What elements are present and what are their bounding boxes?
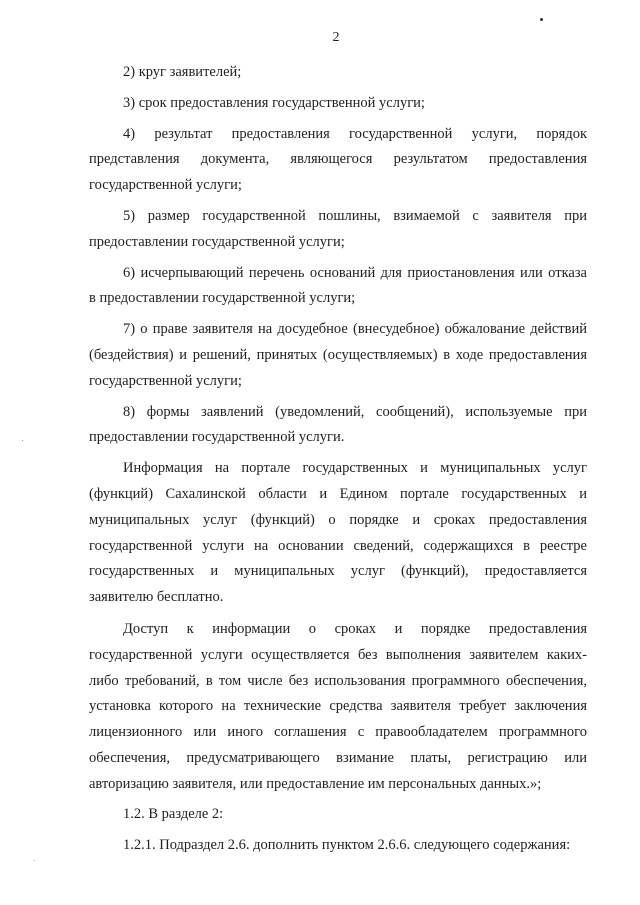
- text-line: в предоставлении государственной услуги;: [89, 290, 356, 307]
- text-line: 2) круг заявителей;: [123, 64, 242, 80]
- paragraph: [89, 122, 587, 199]
- paragraph: [89, 617, 587, 798]
- paragraph: [89, 400, 587, 452]
- paragraph: [89, 261, 587, 313]
- text-line: 6) исчерпывающий перечень оснований для приостановления или отказа: [123, 264, 587, 281]
- text-line: лицензионного или иного соглашения с правообладателем программного: [89, 724, 587, 741]
- text-line: либо требований, в том числе без использования программного обеспечения,: [89, 672, 587, 689]
- text-line: обеспечения, предусматривающего взимание платы, регистрацию или: [89, 749, 587, 766]
- text-line: 5) размер государственной пошлины, взимаемой с заявителя при: [123, 207, 587, 224]
- scan-speck: [34, 860, 35, 861]
- paragraph: [89, 456, 587, 611]
- paragraph: [89, 204, 587, 256]
- page-number: 2: [332, 30, 340, 45]
- text-line: (бездействия) и решений, принятых (осуществляемых) в ходе предоставления: [89, 346, 587, 363]
- text-line: государственной услуги осуществляется без выполнения заявителем каких-: [89, 646, 587, 663]
- text-line: муниципальных услуг (функций) о порядке и сроках предоставления: [89, 511, 587, 528]
- text-line: (функций) Сахалинской области и Едином портале государственных и: [89, 485, 587, 502]
- text-line: государственной услуги;: [89, 372, 242, 389]
- scan-speck: [22, 440, 23, 441]
- paragraph: [89, 60, 587, 86]
- text-line: 1.2. В разделе 2:: [123, 805, 224, 822]
- paragraph: [89, 833, 587, 859]
- text-line: заявителю бесплатно.: [89, 589, 224, 606]
- paragraph: [89, 317, 587, 394]
- text-line: авторизацию заявителя, или предоставление им персональных данных.»;: [89, 775, 542, 792]
- paragraph: [89, 91, 587, 117]
- text-line: установка которого на технические средства заявителя требует заключения: [89, 698, 587, 715]
- scan-speck: [540, 18, 543, 21]
- text-line: 7) о праве заявителя на досудебное (внесудебное) обжалование действий: [123, 321, 587, 338]
- text-line: 3) срок предоставления государственной услуги;: [123, 94, 425, 111]
- document-body: [89, 60, 587, 859]
- text-line: государственной услуги на основании сведений, содержащихся в реестре: [89, 537, 587, 554]
- text-line: 1.2.1. Подраздел 2.6. дополнить пунктом 2.6.6. следующего содержания:: [123, 837, 571, 854]
- text-line: представления документа, являющегося результатом предоставления: [89, 151, 587, 168]
- text-line: государственной услуги;: [89, 177, 242, 194]
- text-line: предоставлении государственной услуги;: [89, 233, 345, 250]
- text-line: государственных и муниципальных услуг (функций), предоставляется: [89, 563, 587, 580]
- text-line: 8) формы заявлений (уведомлений, сообщений), используемые при: [123, 403, 587, 420]
- paragraph: [89, 802, 587, 828]
- text-line: Доступ к информации о сроках и порядке предоставления: [123, 620, 587, 637]
- text-line: 4) результат предоставления государственной услуги, порядок: [123, 125, 587, 142]
- text-line: предоставлении государственной услуги.: [89, 429, 345, 446]
- text-line: Информация на портале государственных и муниципальных услуг: [123, 460, 587, 477]
